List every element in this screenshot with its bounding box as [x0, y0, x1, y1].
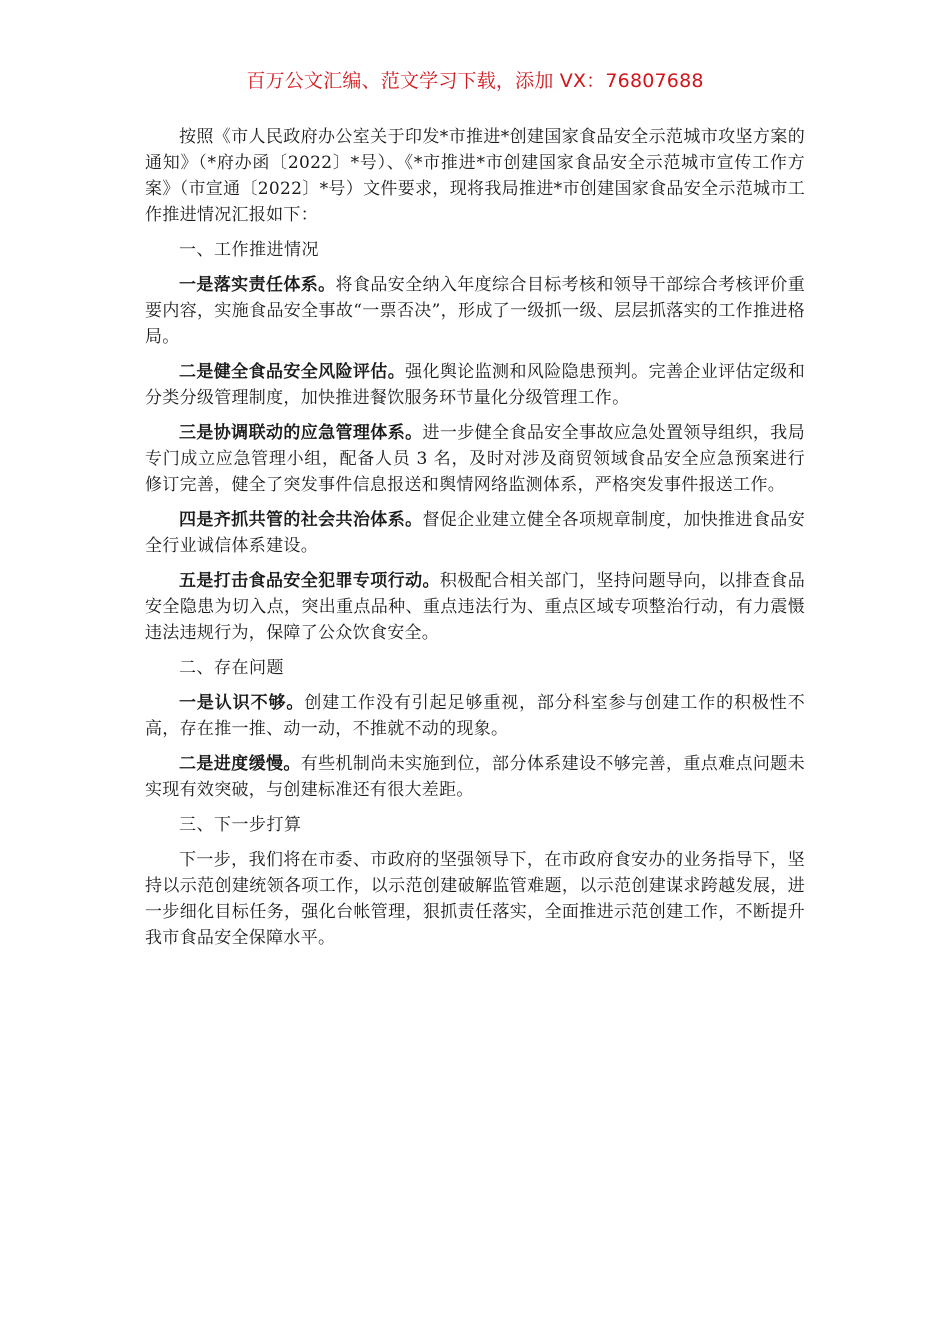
- item-lead: 四是齐抓共管的社会共治体系。: [179, 510, 423, 530]
- item-text: 强化舆论监测和风险隐患预判。完善企业评估定级和分类分级管理制度，加快推进餐饮服务环节量化分级管理工作。: [145, 362, 805, 408]
- download-banner: 百万公文汇编、范文学习下载，添加 VX：76807688: [246, 70, 704, 92]
- section-2-item-2: [145, 751, 805, 803]
- section-2-item-1: [145, 690, 805, 742]
- item-lead: 二是进度缓慢。: [179, 754, 301, 774]
- item-text: 积极配合相关部门，坚持问题导向，以排查食品安全隐患为切入点，突出重点品种、重点违法行为、重点区域专项整治行动，有力震慑违法违规行为，保障了公众饮食安全。: [145, 571, 805, 643]
- section-3-heading: 三、下一步打算: [179, 815, 302, 835]
- section-1-item-3: [145, 420, 805, 498]
- section-3-paragraph: 下一步，我们将在市委、市政府的坚强领导下，在市政府食安办的业务指导下，坚持以示范创建统领各项工作，以示范创建破解监管难题，以示范创建谋求跨越发展，进一步细化目标任务，强化台帐管理，狠抓责任落实，全面推进示范创建工作，不断提升我市食品安全保障水平。: [145, 850, 805, 948]
- section-1-item-2: [145, 359, 805, 411]
- item-text: 创建工作没有引起足够重视，部分科室参与创建工作的积极性不高，存在推一推、动一动，不推就不动的现象。: [145, 693, 805, 739]
- item-text: 有些机制尚未实施到位，部分体系建设不够完善，重点难点问题未实现有效突破，与创建标准还有很大差距。: [145, 754, 805, 800]
- section-2-heading: 二、存在问题: [179, 658, 284, 678]
- item-text: 将食品安全纳入年度综合目标考核和领导干部综合考核评价重要内容，实施食品安全事故“一票否决”，形成了一级抓一级、层层抓落实的工作推进格局。: [145, 275, 805, 347]
- section-1-item-1: [145, 272, 805, 350]
- item-lead: 一是认识不够。: [179, 693, 305, 713]
- section-1-item-4: [145, 507, 805, 559]
- document-body: [145, 124, 805, 960]
- item-text: 督促企业建立健全各项规章制度，加快推进食品安全行业诚信体系建设。: [145, 510, 805, 556]
- item-lead: 三是协调联动的应急管理体系。: [179, 423, 423, 443]
- intro-paragraph: 按照《市人民政府办公室关于印发*市推进*创建国家食品安全示范城市攻坚方案的通知》（*府办函〔2022〕*号）、《*市推进*市创建国家食品安全示范城市宣传工作方案》（市宣通〔2022〕*号）文件要求，现将我局推进*市创建国家食品安全示范城市工作推进情况汇报如下：: [145, 127, 805, 225]
- item-lead: 二是健全食品安全风险评估。: [179, 362, 406, 382]
- item-lead: 一是落实责任体系。: [179, 275, 336, 295]
- section-1-heading: 一、工作推进情况: [179, 240, 319, 260]
- section-1-item-5: [145, 568, 805, 646]
- item-text: 进一步健全食品安全事故应急处置领导组织，我局专门成立应急管理小组，配备人员 3 名，及时对涉及商贸领域食品安全应急预案进行修订完善，健全了突发事件信息报送和舆情网络监测体系，严格突发事件报送工作。: [145, 423, 805, 495]
- item-lead: 五是打击食品安全犯罪专项行动。: [179, 571, 440, 591]
